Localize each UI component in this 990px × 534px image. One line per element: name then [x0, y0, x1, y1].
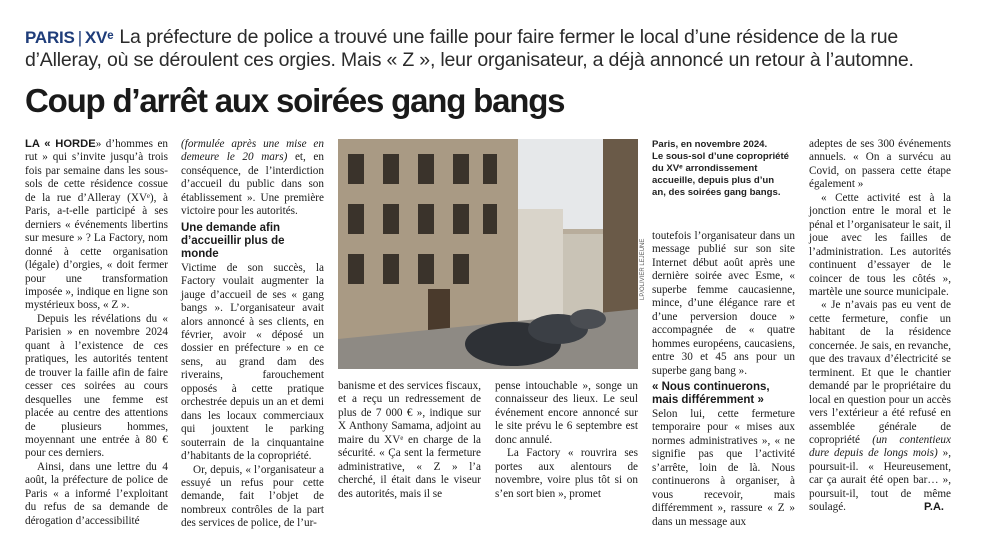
paragraph: Depuis les révélations du « Parisien » en novembre 2024 quant à l’existence de ces pratiques, les autorités tentent de trouver la faille afin de faire cesser ces soirées au cours desquelles une femme est placée au centre des attentions de plusieurs hommes, moyennant une entrée à 80 € pour ces derniers.	[25, 312, 168, 460]
kicker-separator: |	[77, 28, 82, 47]
paragraph: pense intouchable », songe un connaisseur des lieux. Le seul événement encore annoncé sur le site prévu le 6 septembre est donc annulé.	[495, 380, 638, 446]
paragraph: La Factory « rouvrira ses portes aux alentours de novembre, voire plus tôt si on s’en sort bien », promet	[495, 447, 638, 500]
paragraph-text: et, en conséquence, de l’interdiction d’accueil du public dans son établissement ». Une première victoire pour les autorités.	[181, 151, 324, 218]
paragraph	[181, 138, 324, 219]
paragraph: « Cette activité est à la jonction entre le moral et le pénal et l’organisateur le sait, il joue avec les failles de l’administration. Les autorités continuent d’essayer de le coincer de tous les côtés », martèle une source municipale.	[809, 191, 951, 298]
photo-caption	[652, 139, 790, 199]
paragraph	[809, 299, 951, 514]
italic-text: (un contentieux dure depuis de longs mois)	[809, 433, 951, 460]
article-column-2	[181, 138, 324, 531]
kicker-city: PARIS	[25, 28, 75, 47]
paragraph: Or, depuis, « l’organisateur a essuyé un refus pour cette demande, fait l’objet de nombreux contrôles de la part des services de police, de l’ur-	[181, 463, 324, 530]
kicker-arrondissement: XVᵉ	[84, 28, 114, 47]
street-photo	[338, 139, 638, 369]
caption-text: Le sous-sol d’une copropriété du XVᵉ arrondissement accueille, depuis plus d’un an, des soirées gang bangs.	[652, 151, 789, 198]
photo-credit: LP/OLIVIER LEJEUNE	[640, 238, 646, 300]
standfirst-block	[25, 26, 975, 71]
standfirst-text: La préfecture de police a trouvé une faille pour faire fermer le local d’une résidence de la rue d’Alleray, où se déroulent ces orgies. Mais « Z », leur organisateur, a déjà annoncé un retour à l’automne.	[25, 26, 914, 71]
street-photo-image	[338, 139, 638, 369]
article-column-5	[652, 230, 795, 529]
paragraph: toutefois l’organisateur dans un message publié sur son site Internet début août après une dernière soirée avec Esme, « superbe femme caucasienne, mince, d’une élégance rare et d’une perversion douce » accompagnée de « quatre hommes européens, caucasiens, entre 30 et 45 ans pour un superbe gang bang ».	[652, 230, 795, 377]
paragraph-text: » d’hommes en rut » qui s’invite jusqu’à trois fois par semaine dans les sous-sols de cette résidence cossue de la rue d’Alleray (XVᵉ), à Paris, a-t-elle participé à ses derniers « événements libertins sur mesure » ? La Factory, nom donné à cette organisation (légale) d’orgies, « doit fermer pour une transformation imposée », indique en ligne son mystérieux boss, « Z ».	[25, 138, 169, 312]
subheading: Une demande afin d’accueillir plus de monde	[181, 221, 285, 260]
caption-title: Paris, en novembre 2024.	[652, 139, 768, 150]
lead-paragraph	[25, 138, 168, 313]
paragraph: Selon lui, cette fermeture temporaire pour « mises aux normes administratives », « ne signifie pas que l’activité s’arrête, loin de là. Nous continuerons à organiser, à vous recevoir, mais différemment », rassure « Z » dans un message aux	[652, 407, 795, 528]
paragraph: banisme et des services fiscaux, et a reçu un redressement de plus de 7 000 € », indique sur X Anthony Samama, adjoint au maire du XVᵉ en charge de la sécurité. « Ça sent la fermeture administrative, « Z » l’a cherché, il était dans le viseur des autorités, mais il se	[338, 380, 481, 500]
paragraph: Ainsi, dans une lettre du 4 août, la préfecture de police de Paris « a informé l’exploitant du refus de sa demande de dérogation d’accessibilité	[25, 460, 168, 527]
article-column-3	[338, 380, 481, 501]
lead-bold: LA « HORDE	[25, 138, 96, 150]
paragraph-text: « Je n’avais pas eu vent de cette fermeture, confie un habitant de la résidence concernée. Je sais, en revanche, que des travaux d’électricité se terminent. Et que le chantier demandé par le propriétaire du local en question pour un accès vers l’extérieur a été refusé en assemblée générale de copropriété	[809, 299, 951, 446]
headline: Coup d’arrêt aux soirées gang bangs	[25, 82, 565, 119]
author-signature: P.A.	[924, 501, 944, 513]
subheading: « Nous continuerons, mais différemment »	[652, 380, 770, 406]
paragraph: Victime de son succès, la Factory voulait augmenter la jauge d’accueil de ses « gang bangs ». L’organisateur avait alors annoncé à ses clients, en février, avoir « déposé un dossier en préfecture » en ce sens, au grand dam des riverains, farouchement opposés à cette pratique orchestrée depuis un an et demi dans les locaux commerciaux qui jouxtent le parking souterrain de la cinquantaine d’habitants de la copropriété.	[181, 261, 324, 463]
article-column-6	[809, 138, 951, 515]
paragraph: adeptes de ses 300 événements annuels. « On a survécu au Covid, on passera cette étape également »	[809, 138, 951, 191]
article-column-4	[495, 380, 638, 501]
paragraph-text: », poursuit-il. « Heureusement, car ça aurait été open bar… », poursuit-il, tout de même soulagé.	[809, 447, 952, 514]
italic-text: (formulée après une mise en demeure le 20 mars)	[181, 138, 324, 164]
article-column-1	[25, 138, 168, 528]
